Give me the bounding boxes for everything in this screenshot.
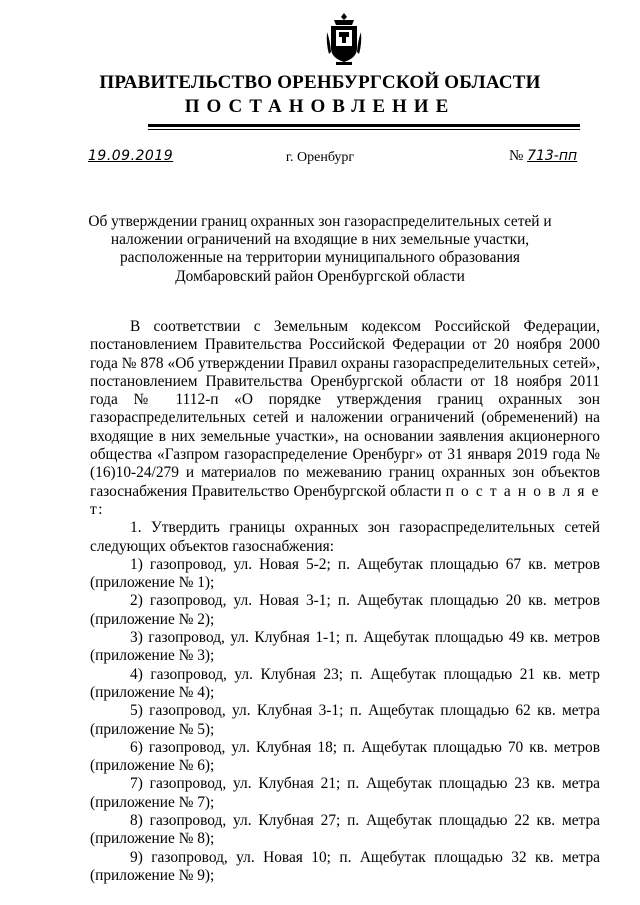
government-title: ПРАВИТЕЛЬСТВО ОРЕНБУРГСКОЙ ОБЛАСТИ [99,72,541,93]
list-item: 9) газопровод, ул. Новая 10; п. Ащебутак площадью 32 кв. метра (приложение № 9); [90,848,600,884]
list-item: 8) газопровод, ул. Клубная 27; п. Ащебутак площадью 22 кв. метра (приложение № 8); [90,812,600,848]
number-value: 713-пп [527,148,578,164]
document-type-title: ПОСТАНОВЛЕНИЕ [184,96,456,117]
number-prefix: № [509,148,524,164]
list-item: 7) газопровод, ул. Клубная 21; п. Ащебутак площадью 23 кв. метра (приложение № 7); [90,775,600,811]
preamble-paragraph [90,318,600,519]
document-date: 19.09.2019 [88,148,174,164]
list-item: 1) газопровод, ул. Новая 5-2; п. Ащебутак площадью 67 кв. метров (приложение № 1); [90,555,600,592]
document-body [90,318,600,885]
list-item: 3) газопровод, ул. Клубная 1-1; п. Ащебутак площадью 49 кв. метров (приложение № 3); [90,629,600,665]
list-item: 4) газопровод, ул. Клубная 23; п. Ащебутак площадью 21 кв. метр (приложение № 4); [90,665,600,701]
list-item: 5) газопровод, ул. Клубная 3-1; п. Ащебутак площадью 62 кв. метра (приложение № 5); [90,702,600,738]
header-rule-thin [148,129,580,130]
document-subject: Об утверждении границ охранных зон газораспределительных сетей и наложении ограничений на входящие в них земельные участки, расположенные на территории муниципального образования Домбаровский район Оренбургской области [88,213,552,285]
clause-1: 1. Утвердить границы охранных зон газораспределительных сетей следующих объектов газоснабжения: [90,519,600,555]
document-city: г. Оренбург [285,150,355,165]
list-item: 2) газопровод, ул. Новая 3-1; п. Ащебутак площадью 20 кв. метров (приложение № 2); [90,592,600,628]
resolves-phrase: п о с т а н о в л я е т: [90,482,600,518]
preamble-text: В соответствии с Земельным кодексом Российской Федерации, постановлением Правительства Российской Федерации от 20 ноября 2000 года № 878 «Об утверждении Правил охраны газораспределительных сетей», постановлением Правительства Оренбургской области от 18 ноября 2011 года № 1112-п «О порядке утверждения границ охранных зон газораспределительных сетей и наложении ограничений (обременений) на входящие в них земельные участки», на основании заявления акционерного общества «Газпром газораспределение Оренбург» от 31 января 2019 года № (16)10-24/279 и материалов по межеванию границ охранных зон объектов газоснабжения Правительство Оренбургской области [90,318,600,500]
header-rule-thick [148,124,580,127]
coat-of-arms-icon [326,12,362,66]
list-item: 6) газопровод, ул. Клубная 18; п. Ащебутак площадью 70 кв. метров (приложение № 6); [90,738,600,775]
document-number [509,148,577,165]
